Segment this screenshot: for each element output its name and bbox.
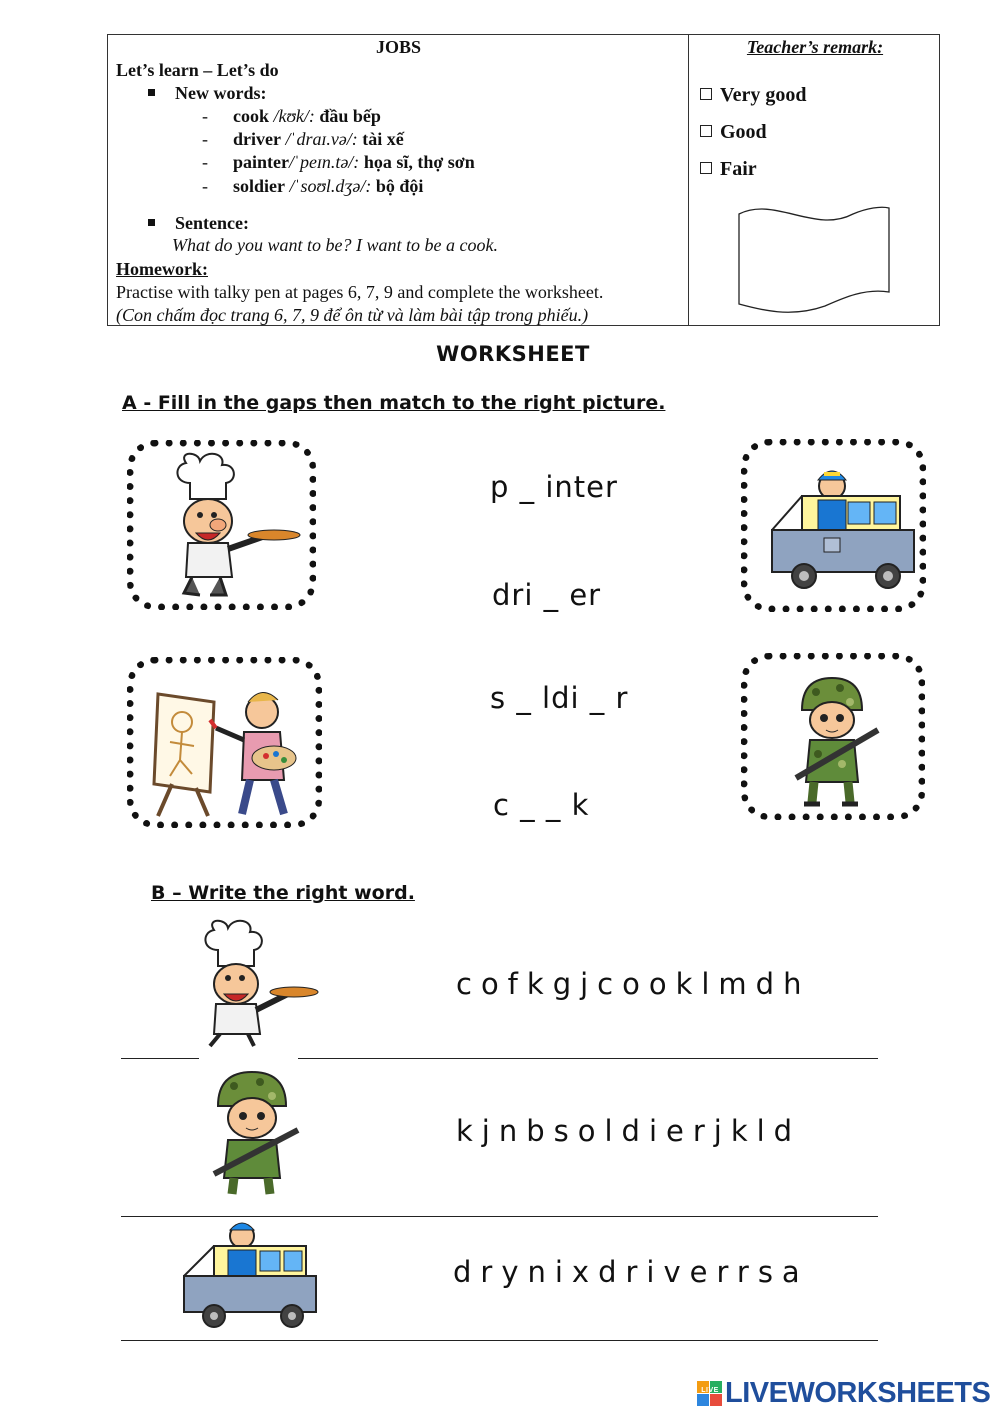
lesson-title: JOBS [375, 37, 422, 57]
painter-illustration [134, 664, 315, 821]
homework-label: Homework: [116, 259, 208, 279]
remark-flag-box [735, 200, 893, 316]
picture-box-driver[interactable] [741, 439, 926, 612]
remark-option-good[interactable]: Good [700, 121, 767, 144]
checkbox-icon[interactable] [700, 88, 712, 100]
teacher-remark-panel [689, 35, 939, 325]
checkbox-icon[interactable] [700, 162, 712, 174]
lesson-info-table [107, 34, 940, 326]
vocab-item: - driver /ˈdraɪ.və/: tài xế [202, 129, 404, 149]
new-words-label: New words: [148, 83, 267, 104]
gap-word-cook[interactable]: c _ _ k [493, 788, 590, 822]
letter-grid-row-1[interactable]: cofkgjcooklmdh [456, 967, 811, 1001]
vocab-item: - painter/ˈpeɪn.tə/: họa sĩ, thợ sơn [202, 152, 475, 172]
row-picture-driver [178, 1216, 320, 1330]
bullet-icon [148, 219, 155, 226]
picture-box-painter[interactable] [127, 657, 322, 828]
vocab-item: - soldier /ˈsoʊl.dʒə/: bộ đội [202, 176, 424, 196]
vocab-item: - cook /kʊk/: đầu bếp [202, 106, 381, 126]
section-a-heading: A - Fill in the gaps then match to the right picture. [122, 392, 666, 414]
row-picture-soldier [206, 1064, 302, 1202]
liveworksheets-logo[interactable] [697, 1375, 990, 1411]
lesson-info-panel [108, 35, 689, 325]
worksheet-title: WORKSHEET [436, 342, 590, 366]
picture-box-cook[interactable] [127, 440, 316, 610]
logo-badge-icon: LIVE [697, 1378, 723, 1408]
bullet-icon [148, 89, 155, 96]
section-b-heading: B – Write the right word. [151, 882, 415, 904]
answer-line[interactable] [121, 1058, 199, 1059]
homework-text: Practise with talky pen at pages 6, 7, 9 and complete the worksheet. [116, 282, 604, 302]
checkbox-icon[interactable] [700, 125, 712, 137]
sentence-example: What do you want to be? I want to be a cook. [172, 235, 498, 255]
homework-vi: (Con chấm đọc trang 6, 7, 9 để ôn từ và làm bài tập trong phiếu.) [116, 305, 589, 325]
gap-word-painter[interactable]: p _ inter [490, 470, 618, 504]
lesson-subtitle: Let’s learn – Let’s do [116, 60, 279, 80]
brand-name: LIVEWORKSHEETS [725, 1376, 991, 1409]
driver-illustration [748, 446, 919, 605]
gap-word-driver[interactable]: dri _ er [492, 578, 602, 612]
cook-illustration [134, 447, 309, 603]
gap-word-soldier[interactable]: s _ ldi _ r [490, 681, 629, 715]
remark-option-very-good[interactable]: Very good [700, 84, 806, 107]
answer-line[interactable] [298, 1058, 878, 1059]
row-picture-cook [178, 918, 320, 1050]
remark-option-fair[interactable]: Fair [700, 158, 757, 181]
letter-grid-row-3[interactable]: drynixdriverrsa [453, 1255, 809, 1289]
soldier-illustration [748, 660, 918, 813]
letter-grid-row-2[interactable]: kjnbsoldierjkld [456, 1114, 802, 1148]
sentence-label: Sentence: [148, 213, 249, 234]
answer-line[interactable] [121, 1340, 878, 1341]
picture-box-soldier[interactable] [741, 653, 925, 820]
remark-title: Teacher’s remark: [746, 37, 884, 57]
